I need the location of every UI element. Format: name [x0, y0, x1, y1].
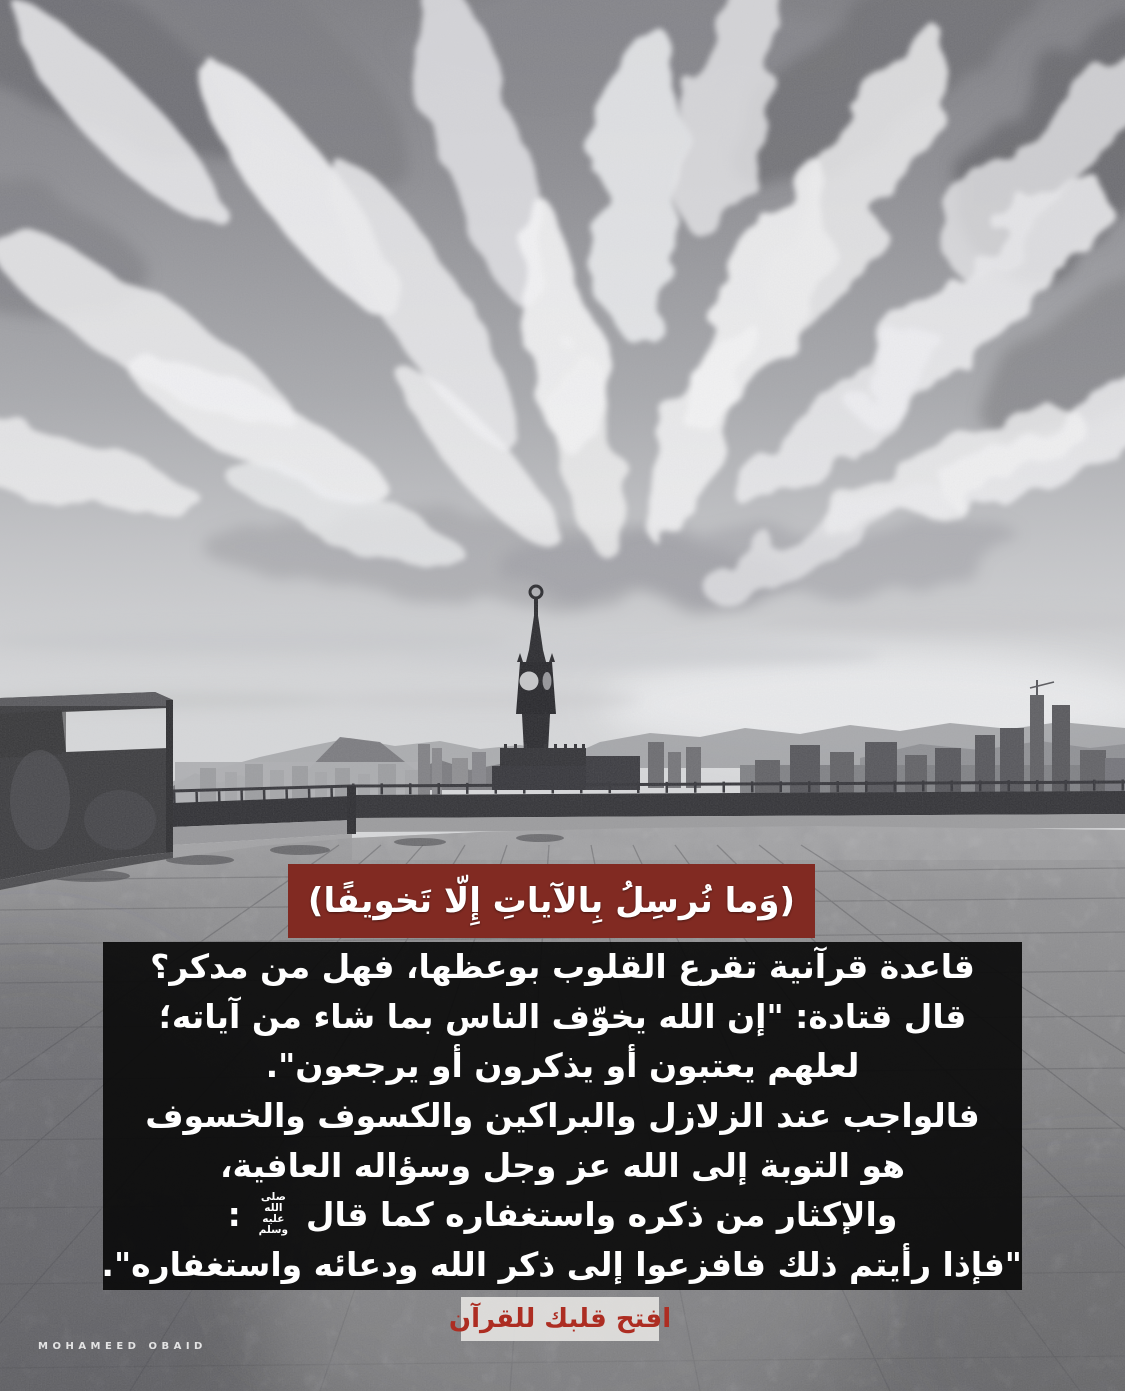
- verse-banner: (وَما نُرسِلُ بِالآياتِ إِلّا تَخويفًا): [288, 864, 815, 938]
- sallallahu-alayhi-wasallam-mark: صلى الله عليه وسلم: [258, 1190, 289, 1236]
- commentary-line-7: "فإذا رأيتم ذلك فافزعوا إلى ذكر الله ودعائه واستغفاره".: [101, 1245, 1022, 1285]
- footer-caption: افتح قلبك للقرآن: [461, 1297, 659, 1341]
- commentary-line-2: قال قتادة: "إن الله يخوّف الناس بما شاء من آياته؛: [158, 996, 967, 1036]
- line-6-colon: :: [227, 1195, 241, 1235]
- photographer-watermark: MOHAMEED OBAID: [38, 1341, 207, 1352]
- commentary-line-4: فالواجب عند الزلازل والبراكين والكسوف والخسوف: [145, 1096, 980, 1136]
- commentary-line-3: لعلهم يعتبون أو يذكرون أو يرجعون".: [265, 1046, 860, 1086]
- line-6-text: والإكثار من ذكره واستغفاره كما قال: [305, 1195, 898, 1235]
- commentary-line-1: قاعدة قرآنية تقرع القلوب بوعظها، فهل من مدكر؟: [150, 947, 975, 986]
- commentary-text-block: [103, 942, 1022, 1290]
- commentary-line-6: [103, 1190, 1022, 1240]
- commentary-line-5: هو التوبة إلى الله عز وجل وسؤاله العافية،: [219, 1145, 906, 1185]
